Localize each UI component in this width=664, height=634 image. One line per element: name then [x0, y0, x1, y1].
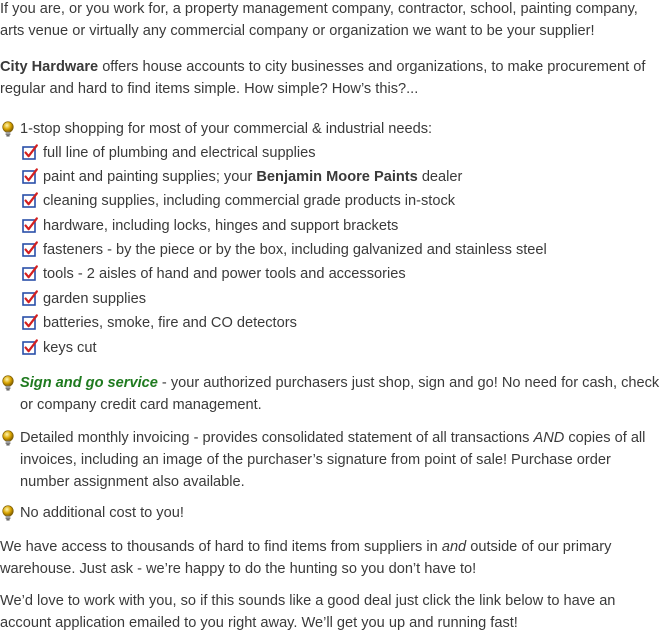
- checkbox-checked-icon: [22, 290, 38, 306]
- city-hardware-paragraph: [0, 56, 664, 100]
- bullet-two-text: [20, 372, 664, 416]
- bullet-three-text: [20, 427, 664, 493]
- access-emphasis: and: [441, 539, 467, 555]
- checkbox-checked-icon: [22, 217, 38, 233]
- access-paragraph: [0, 536, 664, 580]
- sign-and-go-text: - your authorized purchasers just shop, sign and go! No need for cash, check or company credit card management.: [20, 375, 660, 413]
- list-item-text: batteries, smoke, fire and CO detectors: [43, 315, 297, 331]
- bullet-four-text: No additional cost to you!: [20, 505, 184, 521]
- list-item-text: tools - 2 aisles of hand and power tools and accessories: [43, 266, 406, 282]
- lightbulb-icon: [2, 505, 14, 521]
- access-text-after: outside of our primary warehouse. Just ask - we’re happy to do the hunting so you don’t have to!: [0, 539, 612, 577]
- lightbulb-icon: [2, 430, 14, 446]
- checkbox-checked-icon: [22, 265, 38, 281]
- checkbox-checked-icon: [22, 314, 38, 330]
- checkbox-checked-icon: [22, 241, 38, 257]
- list-item: [22, 288, 662, 312]
- list-item: [22, 239, 662, 263]
- list-item: [22, 190, 662, 214]
- invoicing-emphasis: AND: [533, 430, 565, 446]
- list-item-text: fasteners - by the piece or by the box, including galvanized and stainless steel: [43, 242, 547, 258]
- invoicing-text: Detailed monthly invoicing - provides consolidated statement of all transactions: [20, 430, 534, 446]
- sign-and-go-highlight: Sign and go service: [20, 375, 158, 391]
- list-item: [22, 215, 662, 239]
- list-item: [22, 142, 662, 166]
- list-item: [22, 337, 662, 361]
- list-item: [22, 166, 662, 190]
- list-item: [22, 263, 662, 287]
- list-item-text: full line of plumbing and electrical supplies: [43, 145, 316, 161]
- checkbox-checked-icon: [22, 192, 38, 208]
- list-item-text: hardware, including locks, hinges and support brackets: [43, 218, 399, 234]
- list-item-text: garden supplies: [43, 291, 147, 307]
- checkbox-checked-icon: [22, 168, 38, 184]
- lightbulb-icon: [2, 375, 14, 391]
- checkbox-checked-icon: [22, 144, 38, 160]
- invoicing-text-after: copies of all invoices, including an image of the purchaser’s signature from point of sale! Purchase order number assignment also available.: [20, 430, 646, 490]
- bullet-one-text: 1-stop shopping for most of your commercial & industrial needs:: [20, 121, 433, 137]
- lightbulb-icon: [2, 121, 14, 137]
- city-paragraph-text: offers house accounts to city businesses and organizations, to make procurement of regular and hard to find items simple. How simple? How’s this?...: [0, 59, 646, 97]
- closing-paragraph: We’d love to work with you, so if this sounds like a good deal just click the link below to have an account application emailed to you right away. We’ll get you up and running fast!: [0, 593, 616, 631]
- list-item-text: [43, 166, 462, 188]
- list-item-text: keys cut: [43, 340, 97, 356]
- checkbox-checked-icon: [22, 339, 38, 355]
- intro-paragraph: If you are, or you work for, a property management company, contractor, school, painting company, arts venue or virtually any commercial company or organization we want to be your supplier!: [0, 1, 638, 39]
- access-text: We have access to thousands of hard to find items from suppliers in: [0, 539, 442, 555]
- paint-suffix: dealer: [417, 169, 463, 185]
- brand-name: City Hardware: [0, 59, 99, 75]
- paint-brand: Benjamin Moore Paints: [256, 169, 418, 185]
- paint-text: paint and painting supplies; your: [43, 169, 257, 185]
- list-item-text: cleaning supplies, including commercial grade products in-stock: [43, 193, 456, 209]
- list-item: [22, 312, 662, 336]
